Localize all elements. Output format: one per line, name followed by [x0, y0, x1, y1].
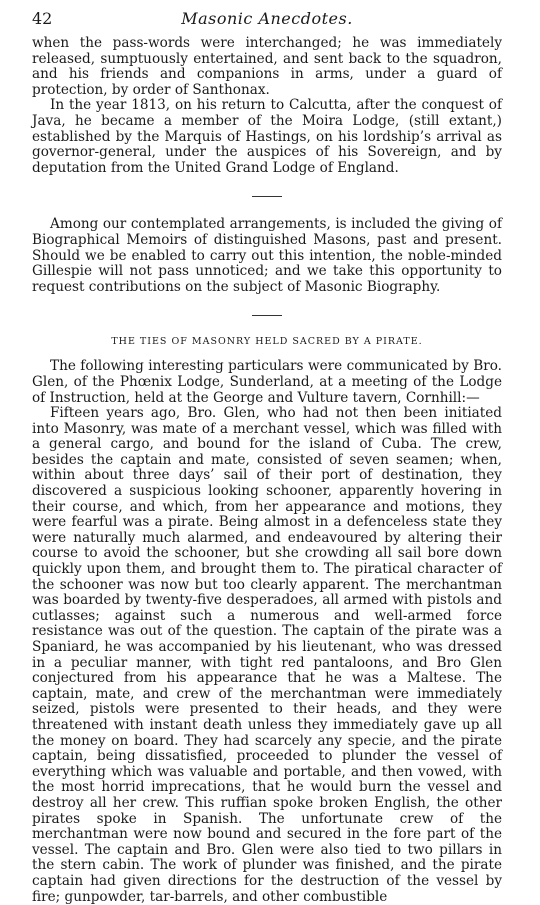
body-paragraph: when the pass-words were interchanged; he was immediately released, sumptuously entertained, and sent back to the squadron, and his friends and companions in arms, under a guard of protection, by order of Santhonax. — [32, 35, 502, 98]
page — [32, 0, 502, 905]
body-paragraph: In the year 1813, on his return to Calcutta, after the conquest of Java, he became a member of the Moira Lodge, (still extant,) established by the Marquis of Hastings, on his lordship’s arrival as governor-general, under the auspices of his Sovereign, and by deputation from the United Grand Lodge of England. — [32, 97, 502, 176]
section-divider — [252, 315, 282, 316]
editorial-paragraph: Among our contemplated arrangements, is included the giving of Biographical Memoirs of distinguished Masons, past and present. Should we be enabled to carry out this intention, the noble-minded Gillespie will not pass unnoticed; and we take this opportunity to request contributions on the subject of Masonic Biography. — [32, 216, 502, 295]
page-header — [32, 0, 502, 36]
body-paragraph: Fifteen years ago, Bro. Glen, who had not then been initiated into Masonry, was mate of a merchant vessel, which was filled with a general cargo, and bound for the island of Cuba. The crew, besides the captain and mate, consisted of seven seamen; when, within about three days’ sail of their port of destination, they discovered a suspicious looking schooner, apparently hovering in their course, and which, from her appearance and motions, they were fearful was a pirate. Being almost in a defenceless state they were naturally much alarmed, and endeavoured by altering their course to avoid the schooner, but she crowding all sail bore down quickly upon them, and brought them to. The piratical character of the schooner was now but too clearly apparent. The merchantman was boarded by twenty-five desperadoes, all armed with pistols and cutlasses; against such a numerous and well-armed force resistance was out of the question. The captain of the pirate was a Spaniard, he was accompanied by his lieutenant, who was dressed in a peculiar manner, with tight red pantaloons, and Bro Glen conjectured from his appearance that he was a Maltese. The captain, mate, and crew of the merchantman were immediately seized, pistols were presented to their heads, and they were threatened with instant death unless they immediately gave up all the money on board. They had scarcely any specie, and the pirate captain, being dissatisfied, proceeded to plunder the vessel of everything which was valuable and portable, and then vowed, with the most horrid imprecations, that he would burn the vessel and destroy all her crew. This ruffian spoke broken English, the other pirates spoke in Spanish. The unfortunate crew of the merchantman were now bound and secured in the fore part of the vessel. The captain and Bro. Glen were also tied to two pillars in the stern cabin. The work of plunder was finished, and the pirate captain had given directions for the destruction of the vessel by fire; gunpowder, tar-barrels, and other combustible — [32, 405, 502, 905]
body-paragraph: The following interesting particulars were communicated by Bro. Glen, of the Phœnix Lodge, Sunderland, at a meeting of the Lodge of Instruction, held at the George and Vulture tavern, Cornhill:— — [32, 358, 502, 406]
page-number: 42 — [32, 9, 53, 28]
section-heading: THE TIES OF MASONRY HELD SACRED BY A PIRATE. — [111, 336, 423, 348]
section-divider — [252, 196, 282, 197]
running-title: Masonic Anecdotes. — [181, 9, 353, 28]
